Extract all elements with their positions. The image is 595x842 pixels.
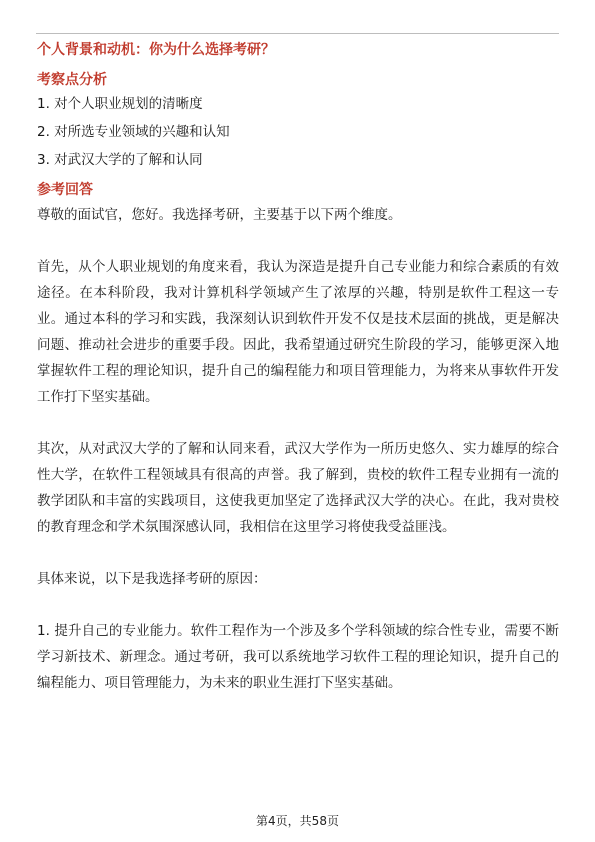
analysis-list [37, 94, 559, 170]
question-title: 个人背景和动机：你为什么选择考研？ [37, 42, 275, 58]
answer-body [37, 202, 559, 696]
header-rule [36, 33, 559, 34]
page-number: 第4页，共58页 [256, 814, 339, 828]
analysis-point: 2. 对所选专业领域的兴趣和认知 [37, 124, 230, 140]
page-content [37, 40, 559, 696]
answer-heading: 参考回答 [37, 182, 93, 198]
analysis-heading: 考察点分析 [37, 72, 107, 88]
answer-paragraph: 1. 提升自己的专业能力。软件工程作为一个涉及多个学科领域的综合性专业，需要不断学习新技术、新理念。通过考研，我可以系统地学习软件工程的理论知识，提升自己的编程能力、项目管理能力，为未来的职业生涯打下坚实基础。 [37, 623, 559, 691]
answer-paragraph: 首先，从个人职业规划的角度来看，我认为深造是提升自己专业能力和综合素质的有效途径。在本科阶段，我对计算机科学领域产生了浓厚的兴趣，特别是软件工程这一专业。通过本科的学习和实践，我深刻认识到软件开发不仅是技术层面的挑战，更是解决问题、推动社会进步的重要手段。因此，我希望通过研究生阶段的学习，能够更深入地掌握软件工程的理论知识，提升自己的编程能力和项目管理能力，为将来从事软件开发工作打下坚实基础。 [37, 259, 559, 405]
answer-paragraph: 具体来说，以下是我选择考研的原因： [37, 571, 267, 587]
analysis-point: 1. 对个人职业规划的清晰度 [37, 96, 203, 112]
analysis-point: 3. 对武汉大学的了解和认同 [37, 152, 203, 168]
answer-paragraph: 其次，从对武汉大学的了解和认同来看，武汉大学作为一所历史悠久、实力雄厚的综合性大学，在软件工程领域具有很高的声誉。我了解到，贵校的软件工程专业拥有一流的教学团队和丰富的实践项目，这使我更加坚定了选择武汉大学的决心。在此，我对贵校的教育理念和学术氛围深感认同，我相信在这里学习将使我受益匪浅。 [37, 441, 559, 535]
answer-paragraph: 尊敬的面试官，您好。我选择考研，主要基于以下两个维度。 [37, 207, 402, 223]
